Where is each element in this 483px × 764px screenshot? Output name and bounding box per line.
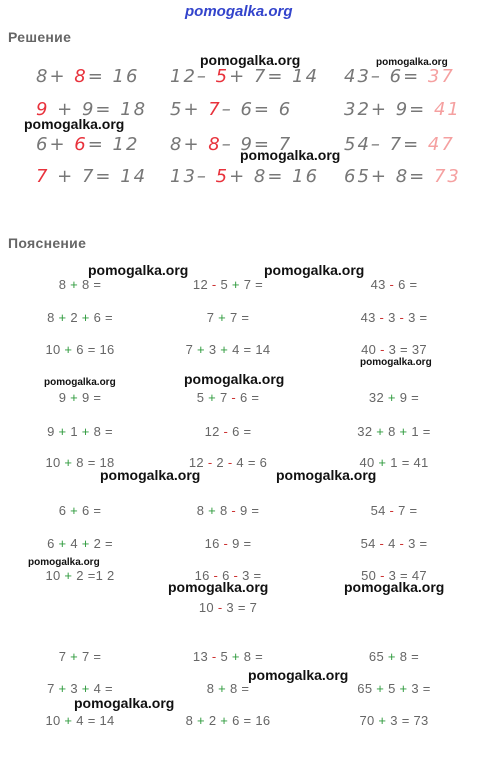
missing-number: 9 [36, 99, 50, 120]
missing-number: 47 [427, 134, 455, 155]
explanation-equation: 8 + 8 - 9 = [196, 503, 260, 518]
explanation-equation: 6 + 6 = [58, 503, 102, 518]
watermark: pomogalka.org [184, 371, 285, 387]
equation-part: 65+ 8= [344, 166, 434, 187]
equation-part: – 6= 6 [221, 99, 293, 120]
explanation-equation: 16 - 6 - 3 = [194, 568, 262, 583]
explanation-equation: 5 + 7 - 6 = [196, 390, 260, 405]
solution-equation [344, 166, 461, 187]
watermark: pomogalka.org [360, 357, 432, 368]
solution-equation [344, 66, 455, 87]
equation-part: 8+ [36, 66, 75, 87]
explanation-equation: 50 - 3 = 47 [361, 568, 427, 583]
equation-part: + 7= 14 [49, 166, 148, 187]
explanation-equation: 16 - 9 = [204, 536, 252, 551]
explanation-equation: 12 - 6 = [204, 424, 252, 439]
explanation-title: Пояснение [8, 235, 87, 251]
explanation-equation: 7 + 7 = [58, 649, 102, 664]
missing-number: 8 [208, 134, 222, 155]
explanation-equation: 8 + 2 + 6 = 16 [185, 713, 271, 728]
equation-part: – 9= 7 [221, 134, 293, 155]
equation-part: 13– [170, 166, 216, 187]
explanation-equation: 40 + 1 = 41 [359, 455, 429, 470]
explanation-equation: 7 + 3 + 4 = 14 [185, 342, 271, 357]
watermark: pomogalka.org [28, 557, 100, 568]
watermark: pomogalka.org [248, 667, 349, 683]
equation-part: = 16 [87, 66, 140, 87]
explanation-equation: 12 - 5 + 7 = [192, 277, 264, 292]
equation-part: + 9= 18 [49, 99, 148, 120]
explanation-equation: 8 + 8 = [206, 681, 250, 696]
missing-number: 7 [208, 99, 222, 120]
missing-number: 41 [433, 99, 461, 120]
explanation-equation: 65 + 8 = [368, 649, 420, 664]
explanation-equation: 43 - 6 = [370, 277, 418, 292]
watermark: pomogalka.org [44, 377, 116, 388]
explanation-equation: 6 + 4 + 2 = [47, 536, 113, 551]
missing-number: 5 [215, 66, 230, 87]
equation-part: 5+ [170, 99, 209, 120]
missing-number: 73 [433, 166, 461, 187]
explanation-equation: 7 + 3 + 4 = [47, 681, 113, 696]
solution-equation [36, 66, 139, 87]
watermark: pomogalka.org [88, 262, 189, 278]
solution-equation [344, 134, 455, 155]
watermark: pomogalka.org [100, 467, 201, 483]
missing-number: 8 [74, 66, 88, 87]
equation-part: 12– [170, 66, 216, 87]
missing-number: 7 [36, 166, 50, 187]
explanation-equation: 7 + 7 = [206, 310, 250, 325]
equation-part: + 7= 14 [229, 66, 320, 87]
explanation-equation: 10 + 2 =1 2 [45, 568, 115, 583]
missing-number: 5 [215, 166, 230, 187]
explanation-equation: 8 + 8 = [58, 277, 102, 292]
equation-part: 6+ [36, 134, 75, 155]
equation-part: 32+ 9= [344, 99, 434, 120]
explanation-equation: 65 + 5 + 3 = [357, 681, 431, 696]
explanation-equation: 54 - 7 = [370, 503, 418, 518]
watermark: pomogalka.org [276, 467, 377, 483]
explanation-equation: 10 + 6 = 16 [45, 342, 115, 357]
watermark: pomogalka.org [74, 695, 175, 711]
explanation-equation: 54 - 4 - 3 = [360, 536, 428, 551]
missing-number: 6 [74, 134, 88, 155]
explanation-equation: 10 - 3 = 7 [198, 600, 258, 615]
watermark: pomogalka.org [200, 52, 301, 68]
solution-equation [344, 99, 461, 120]
explanation-equation: 40 - 3 = 37 [361, 342, 427, 357]
equation-part: 43– 6= [344, 66, 428, 87]
equation-part: 54– 7= [344, 134, 428, 155]
solution-equation [170, 99, 292, 120]
explanation-equation: 43 - 3 - 3 = [360, 310, 428, 325]
explanation-equation: 9 + 1 + 8 = [47, 424, 113, 439]
watermark: pomogalka.org [344, 579, 445, 595]
explanation-equation: 9 + 9 = [58, 390, 102, 405]
equation-part: + 8= 16 [229, 166, 320, 187]
solution-equation [170, 166, 319, 187]
explanation-equation: 8 + 2 + 6 = [47, 310, 113, 325]
watermark: pomogalka.org [24, 116, 125, 132]
site-header: pomogalka.org [185, 3, 293, 20]
solution-title: Решение [8, 29, 72, 45]
solution-equation [36, 134, 139, 155]
explanation-equation: 10 + 8 = 18 [45, 455, 115, 470]
explanation-equation: 32 + 8 + 1 = [357, 424, 431, 439]
watermark: pomogalka.org [264, 262, 365, 278]
equation-part: 8+ [170, 134, 209, 155]
explanation-equation: 32 + 9 = [368, 390, 420, 405]
missing-number: 37 [427, 66, 455, 87]
watermark: pomogalka.org [376, 57, 448, 68]
explanation-equation: 70 + 3 = 73 [359, 713, 429, 728]
equation-part: = 12 [87, 134, 140, 155]
watermark: pomogalka.org [168, 579, 269, 595]
watermark: pomogalka.org [240, 147, 341, 163]
explanation-equation: 10 + 4 = 14 [45, 713, 115, 728]
solution-equation [170, 66, 319, 87]
solution-equation [36, 166, 147, 187]
explanation-equation: 12 - 2 - 4 = 6 [188, 455, 268, 470]
explanation-equation: 13 - 5 + 8 = [192, 649, 264, 664]
